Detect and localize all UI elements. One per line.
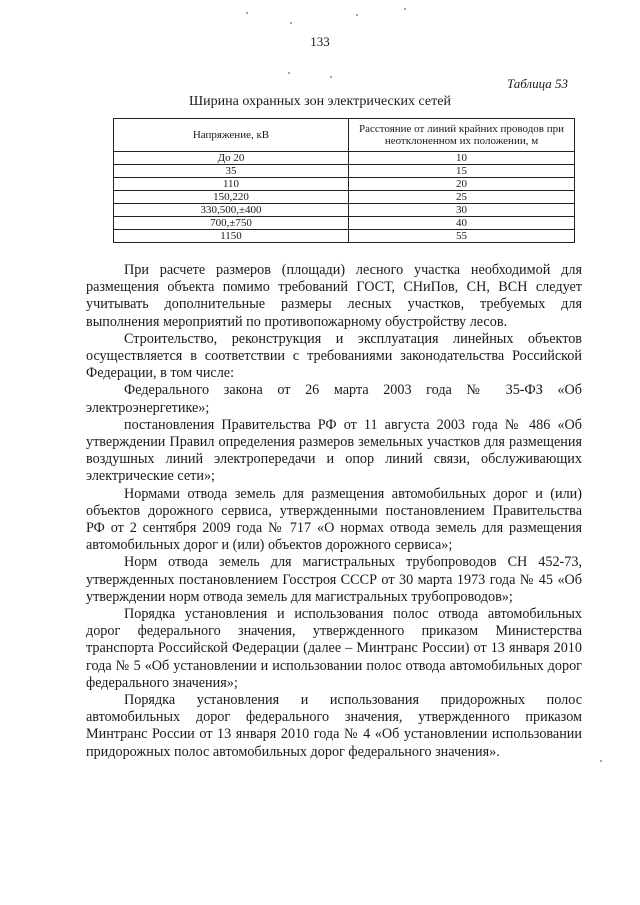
paragraph: Порядка установления и использования полос отвода автомобильных дорог федерального значения, утвержденного приказом Министерства транспорта Российской Федерации (далее – Минтранс России) от 13 января 2010 года № 5 «Об установлении и использовании полос отвода автомобильных дорог федерального значения»; [86,606,582,691]
paragraph: Нормами отвода земель для размещения автомобильных дорог и (или) объектов дорожного сервиса, утвержденными постановлением Правительства РФ от 2 сентября 2009 года № 717 «О нормах отвода земель для размещения автомобильных дорог и (или) объектов дорожного сервиса»; [86,485,582,554]
paragraph: При расчете размеров (площади) лесного участка необходимой для размещения объекта помимо требований ГОСТ, СНиПов, СН, ВСН следует учитывать дополнительные размеры лесных участков, требуемых для выполнения мероприятий по противопожарному обустройству лесов. [86,262,582,330]
page-number: 133 [310,34,330,49]
table-header-row [114,119,575,152]
paragraph: Строительство, реконструкция и эксплуатация линейных объектов осуществляется в соответствии с требованиями законодательства Российской Федерации, в том числе: [86,330,582,382]
paragraph: Порядка установления и использования придорожных полос автомобильных дорог федерального значения, утвержденного приказом Минтранс России от 13 января 2010 года № 4 «Об установлении использовании придорожных полос автомобильных дорог федерального значения». [86,692,582,760]
scan-speck [356,14,358,16]
cell-distance: 30 [349,204,575,217]
scan-speck [288,72,290,74]
scan-speck [404,8,406,10]
scan-speck [330,76,332,78]
cell-voltage: 150,220 [114,191,349,204]
cell-voltage: До 20 [114,152,349,165]
protection-zones-table [113,118,575,243]
paragraph: Федерального закона от 26 марта 2003 года № 35-ФЗ «Об электроэнергетике»; [86,382,582,416]
header-voltage: Напряжение, кВ [114,119,349,152]
cell-voltage: 110 [114,178,349,191]
cell-voltage: 700,±750 [114,217,349,230]
cell-distance: 15 [349,165,575,178]
cell-distance: 10 [349,152,575,165]
paragraph: Норм отвода земель для магистральных трубопроводов СН 452-73, утвержденных постановлением Госстроя СССР от 30 марта 1973 года № 45 «Об утверждении норм отвода земель для магистральных трубопроводов»; [86,554,582,605]
table-row [114,217,575,230]
table-row [114,178,575,191]
table-row [114,204,575,217]
body-text [86,262,582,761]
table-row [114,165,575,178]
cell-distance: 25 [349,191,575,204]
cell-voltage: 35 [114,165,349,178]
cell-distance: 20 [349,178,575,191]
table-caption: Таблица 53 [506,76,568,91]
table-row [114,191,575,204]
cell-distance: 40 [349,217,575,230]
scan-speck [290,22,292,24]
cell-voltage: 1150 [114,230,349,243]
scan-speck [600,760,602,762]
cell-voltage: 330,500,±400 [114,204,349,217]
table-title: Ширина охранных зон электрических сетей [189,94,451,109]
table-row [114,152,575,165]
cell-distance: 55 [349,230,575,243]
header-distance: Расстояние от линий крайних проводов при неотклоненном их положении, м [349,119,575,152]
paragraph: постановления Правительства РФ от 11 августа 2003 года № 486 «Об утверждении Правил определения размеров земельных участков для размещения воздушных линий электропередачи и опор линий связи, обслуживающих электрические сети»; [86,416,582,485]
table-row [114,230,575,243]
scan-speck [246,12,248,14]
